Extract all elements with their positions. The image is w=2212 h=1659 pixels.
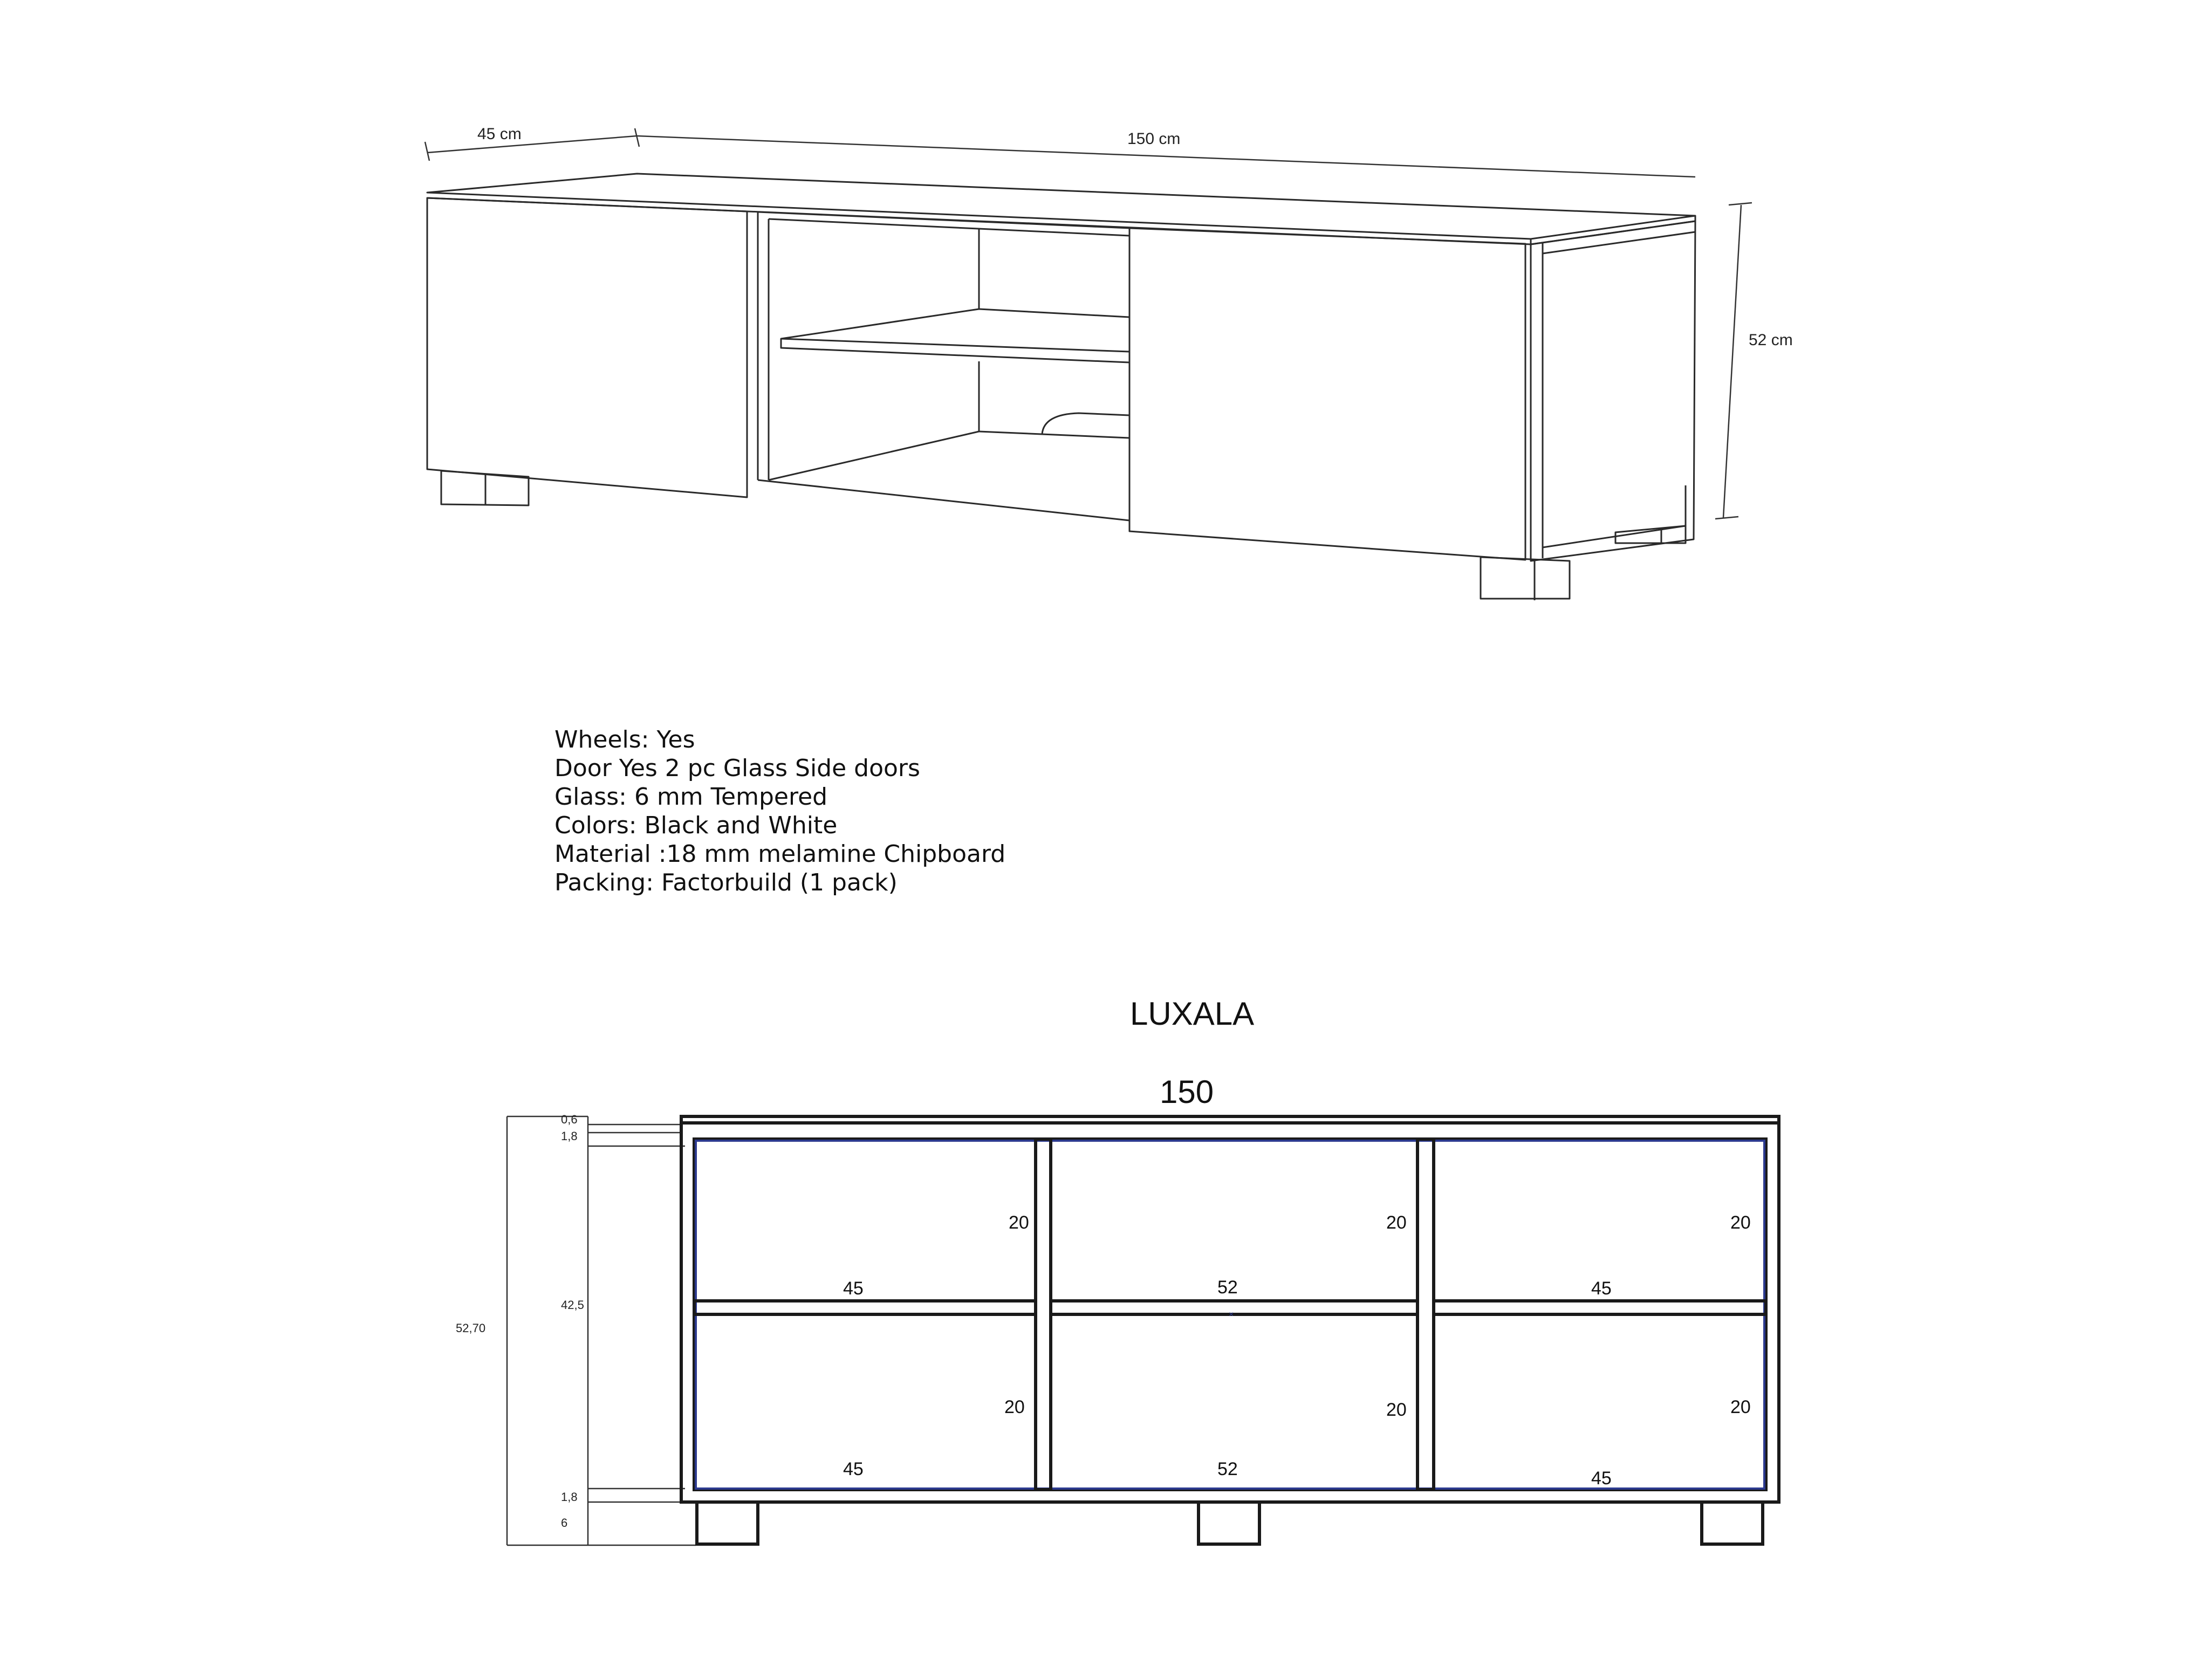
inner-height-label: 42,5 <box>561 1298 584 1312</box>
spec-packing: Packing: Factorbuild (1 pack) <box>554 869 898 896</box>
spec-colors: Colors: Black and White <box>554 812 838 839</box>
bottom-left-width-label: 45 <box>843 1459 864 1479</box>
height-dimension-column <box>456 1113 696 1545</box>
bottom-right-width-label: 45 <box>1591 1468 1612 1489</box>
overall-height-label: 52,70 <box>456 1321 486 1335</box>
height-dimension-label: 52 cm <box>1749 331 1793 349</box>
bottom-right-height-label: 20 <box>1730 1397 1751 1417</box>
top-left-height-label: 20 <box>1009 1212 1029 1233</box>
top-right-height-label: 20 <box>1730 1212 1751 1233</box>
top-mid-width-label: 52 <box>1217 1277 1238 1298</box>
top-left-width-label: 45 <box>843 1278 864 1299</box>
top-panel-thickness-label: 0,6 <box>561 1113 578 1126</box>
bottom-mid-width-label: 52 <box>1217 1459 1238 1479</box>
top-mid-height-label: 20 <box>1386 1212 1407 1233</box>
small-mark: × <box>1229 1310 1234 1319</box>
top-board-thickness-label: 1,8 <box>561 1129 578 1143</box>
spec-doors: Door Yes 2 pc Glass Side doors <box>554 755 920 782</box>
bottom-left-height-label: 20 <box>1004 1397 1025 1417</box>
bottom-mid-height-label: 20 <box>1386 1400 1407 1420</box>
overall-width-label: 150 <box>1160 1074 1214 1110</box>
front-view <box>456 996 1779 1545</box>
foot-height-label: 6 <box>561 1516 568 1530</box>
isometric-view <box>425 125 1793 600</box>
spec-list <box>554 725 1005 897</box>
depth-dimension-label: 45 cm <box>477 125 522 143</box>
product-title: LUXALA <box>1130 996 1255 1032</box>
spec-wheels: Wheels: Yes <box>554 726 695 753</box>
width-dimension-label: 150 cm <box>1127 130 1181 148</box>
spec-glass: Glass: 6 mm Tempered <box>554 783 828 811</box>
spec-material: Material :18 mm melamine Chipboard <box>554 840 1006 868</box>
top-right-width-label: 45 <box>1591 1278 1612 1299</box>
bottom-board-thickness-label: 1,8 <box>561 1490 578 1504</box>
